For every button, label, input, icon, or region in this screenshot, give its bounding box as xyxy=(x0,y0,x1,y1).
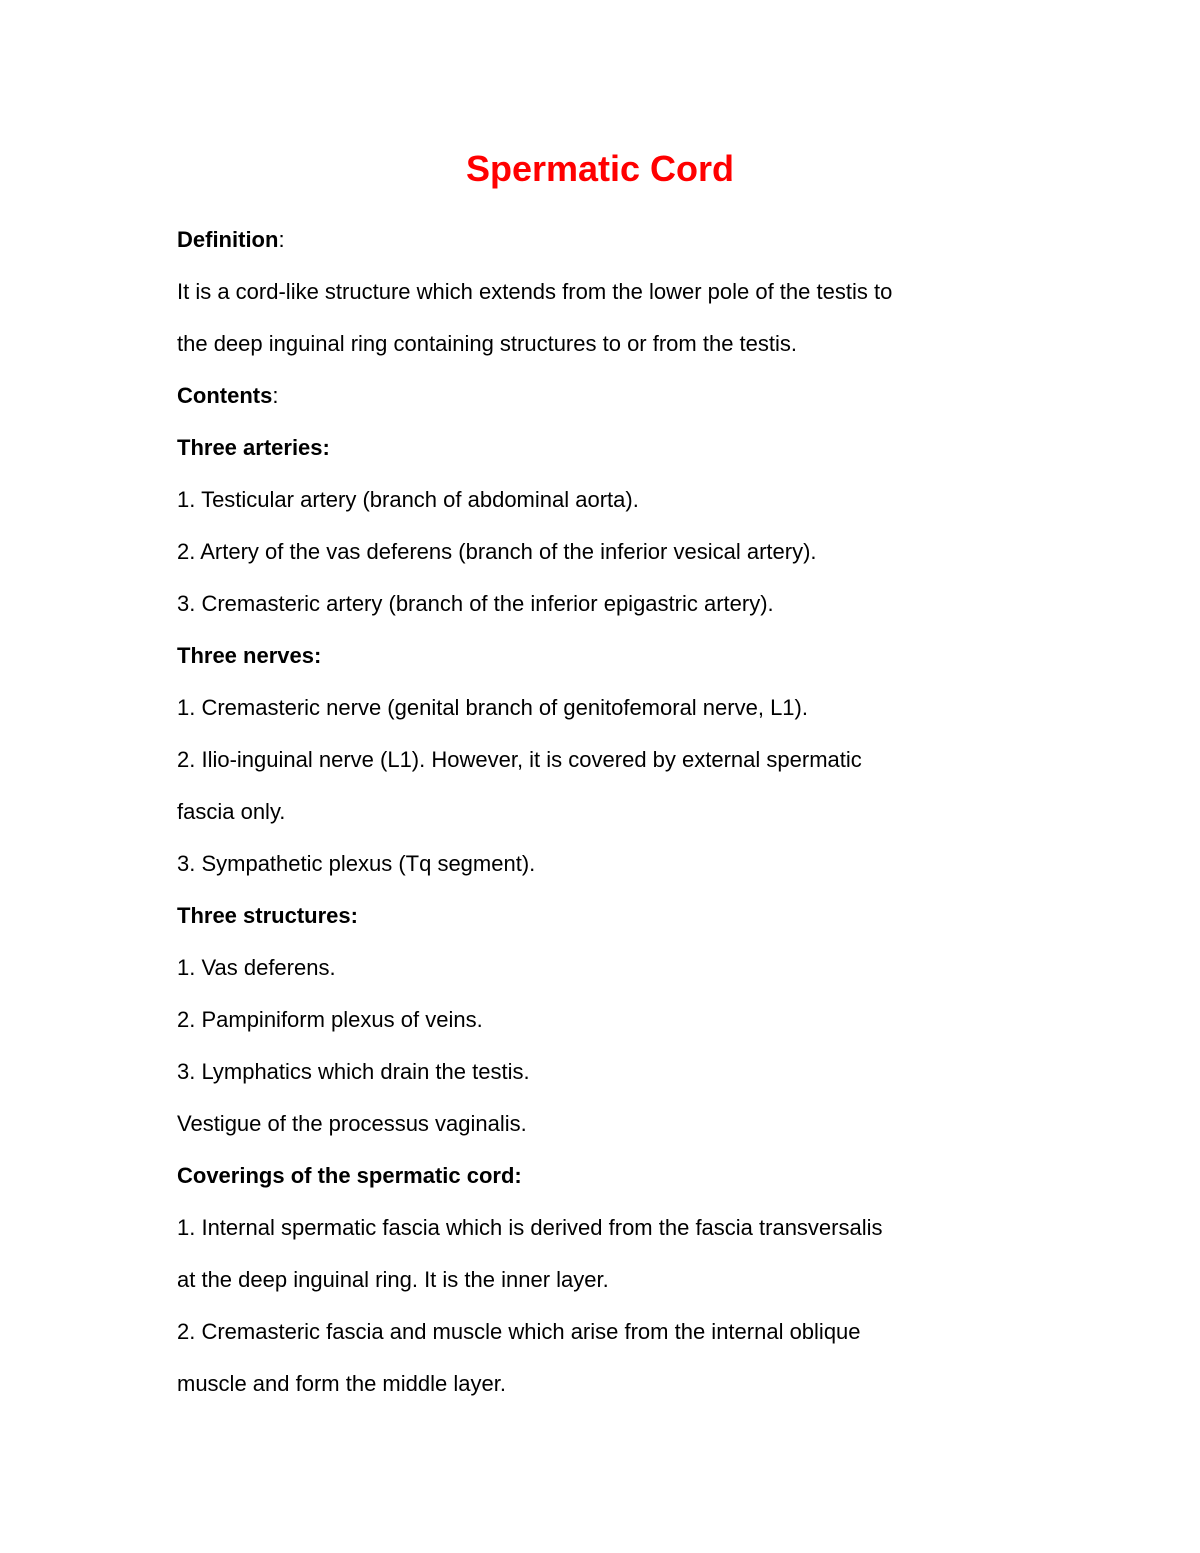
nerves-heading: Three nerves: xyxy=(177,643,322,668)
definition-colon: : xyxy=(278,227,285,252)
artery-item-2: 2. Artery of the vas deferens (branch of the inferior vesical artery). xyxy=(177,539,817,564)
definition-label-line xyxy=(177,214,1037,266)
contents-label-line xyxy=(177,370,1037,422)
structure-note: Vestigue of the processus vaginalis. xyxy=(177,1111,527,1136)
contents-colon: : xyxy=(272,383,279,408)
structure-item-3: 3. Lymphatics which drain the testis. xyxy=(177,1059,530,1084)
covering-item-2: 2. Cremasteric fascia and muscle which arise from the internal oblique xyxy=(177,1319,861,1344)
artery-item-3: 3. Cremasteric artery (branch of the inferior epigastric artery). xyxy=(177,591,774,616)
definition-line-2: the deep inguinal ring containing structures to or from the testis. xyxy=(177,331,798,356)
page-title: Spermatic Cord xyxy=(465,148,735,189)
nerve-item-3: 3. Sympathetic plexus (Tq segment). xyxy=(177,851,536,876)
definition-line-1: It is a cord-like structure which extends from the lower pole of the testis to xyxy=(177,279,893,304)
structures-heading: Three structures: xyxy=(177,903,358,928)
document-body xyxy=(177,214,1037,1410)
nerve-item-2: 2. Ilio-inguinal nerve (L1). However, it is covered by external spermatic xyxy=(177,747,862,772)
structure-item-2: 2. Pampiniform plexus of veins. xyxy=(177,1007,483,1032)
artery-item-1: 1. Testicular artery (branch of abdominal aorta). xyxy=(177,487,639,512)
arteries-heading: Three arteries: xyxy=(177,435,330,460)
covering-item-1: 1. Internal spermatic fascia which is derived from the fascia transversalis xyxy=(177,1215,883,1240)
definition-label: Definition xyxy=(177,227,279,252)
nerve-item-2-continued: fascia only. xyxy=(177,799,286,824)
coverings-heading: Coverings of the spermatic cord: xyxy=(177,1163,522,1188)
covering-item-2-continued: muscle and form the middle layer. xyxy=(177,1371,506,1396)
nerve-item-1: 1. Cremasteric nerve (genital branch of genitofemoral nerve, L1). xyxy=(177,695,808,720)
covering-item-1-continued: at the deep inguinal ring. It is the inner layer. xyxy=(177,1267,609,1292)
structure-item-1: 1. Vas deferens. xyxy=(177,955,336,980)
contents-label: Contents xyxy=(177,383,273,408)
